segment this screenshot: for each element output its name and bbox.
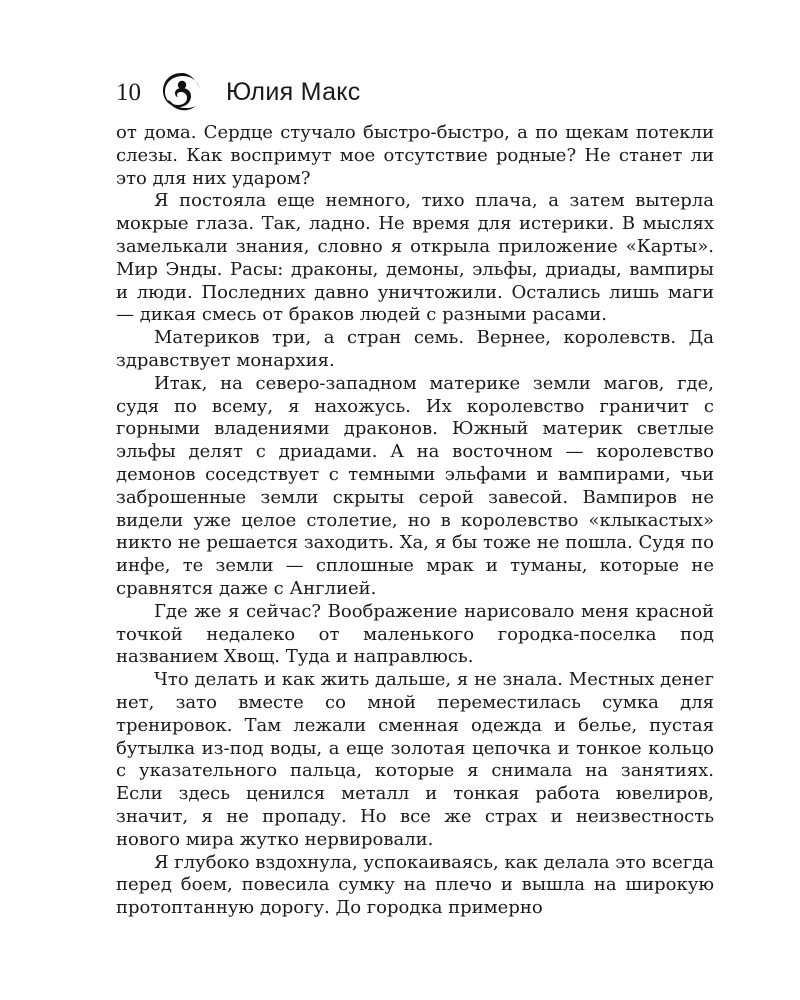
- paragraph: Материков три, а стран семь. Вернее, королевств. Да здравствует монархия.: [116, 327, 714, 371]
- body-text: [116, 122, 714, 920]
- author-name: Юлия Макс: [226, 77, 361, 106]
- paragraph: Итак, на северо-западном материке земли магов, где, судя по всему, я нахожусь. Их королевство граничит с горными владениями драконов. Южный материк светлые эльфы делят с дриадами. А на восточном — королевство демонов соседствует с темными эльфами и вампирами, чьи заброшенные земли скрыты серой завесой. Вампиров не видели уже целое столетие, но в королевство «клыкастых» никто не решается заходить. Ха, я бы тоже не пошла. Судя по инфе, те земли — сплошные мрак и туманы, которые не сравнятся даже с Англией.: [116, 372, 714, 599]
- swirl-logo-icon: [160, 70, 204, 114]
- paragraph: Что делать и как жить дальше, я не знала. Местных денег нет, зато вместе со мной переместилась сумка для тренировок. Там лежали сменная одежда и белье, пустая бутылка из-под воды, а еще золотая цепочка и тонкое кольцо с указательного пальца, которые я снимала на занятиях. Если здесь ценился металл и тонкая работа ювелиров, значит, я не пропаду. Но все же страх и неизвестность нового мира жутко нервировали.: [116, 669, 714, 850]
- paragraph: от дома. Сердце стучало быстро-быстро, а по щекам потекли слезы. Как воспримут мое отсутствие родные? Не станет ли это для них ударом?: [116, 122, 714, 189]
- running-header: [116, 70, 676, 114]
- paragraph: Я глубоко вздохнула, успокаиваясь, как делала это всегда перед боем, повесила сумку на плечо и вышла на широкую протоптанную дорогу. До городка примерно: [116, 851, 714, 919]
- paragraph: Где же я сейчас? Воображение нарисовало меня красной точкой недалеко от маленького городка-поселка под названием Хвощ. Туда и направлюсь.: [116, 600, 714, 668]
- paragraph: Я постояла еще немного, тихо плача, а затем вытерла мокрые глаза. Так, ладно. Не время для истерики. В мыслях замелькали знания, словно я открыла приложение «Карты». Мир Энды. Расы: драконы, демоны, эльфы, дриады, вампиры и люди. Последних давно уничтожили. Остались лишь маги — дикая смесь от браков людей с разными расами.: [116, 190, 714, 326]
- page-number: 10: [116, 78, 141, 106]
